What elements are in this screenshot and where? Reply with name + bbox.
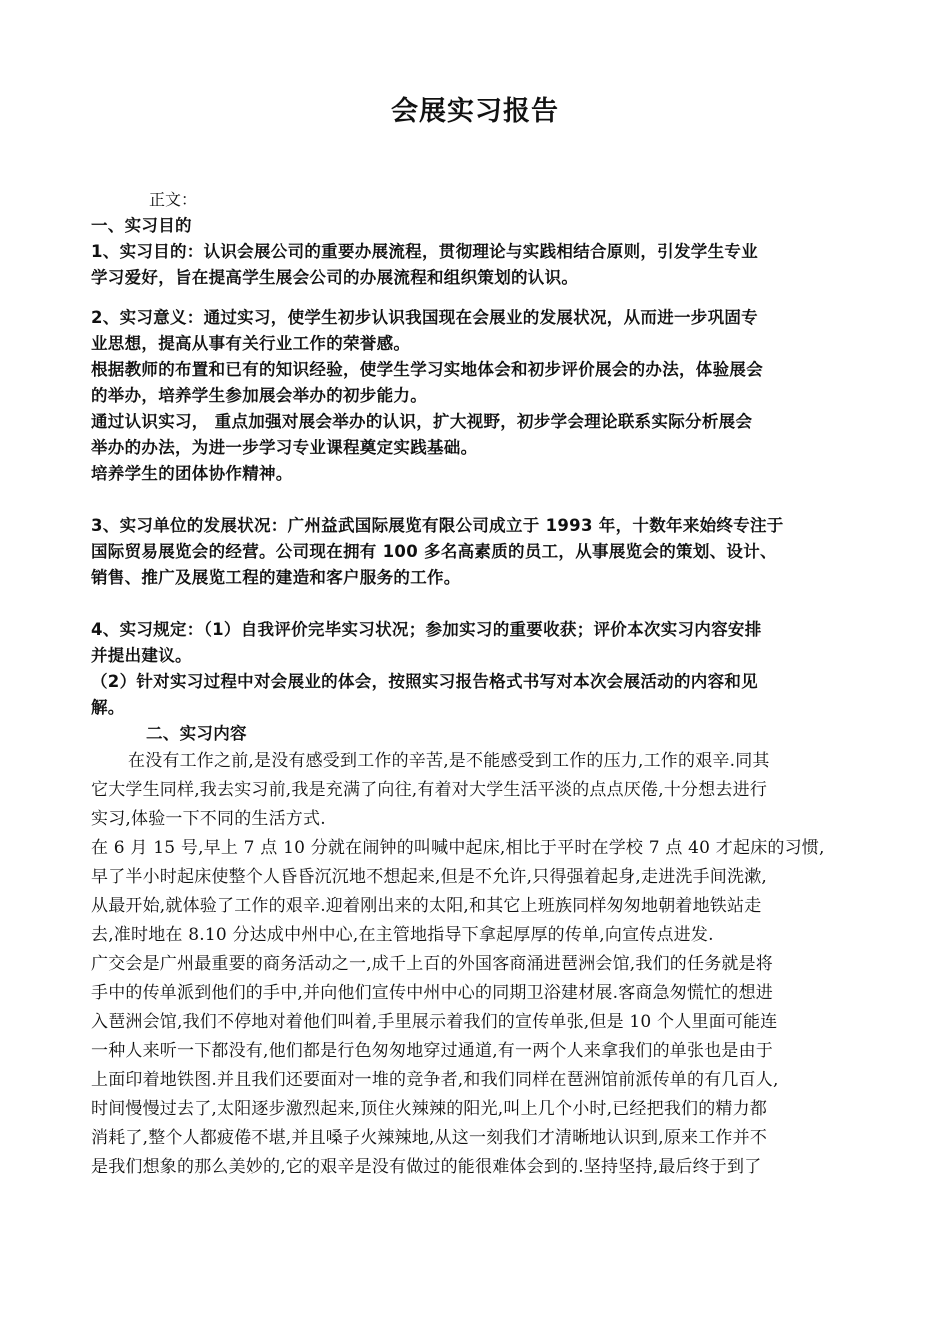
text-line: 3、实习单位的发展状况：广州益武国际展览有限公司成立于 1993 年，十数年来始终专注于: [91, 516, 784, 535]
section-heading-content: 二、实习内容: [146, 724, 247, 743]
text-line: 通过认识实习， 重点加强对展会举办的认识，扩大视野，初步学会理论联系实际分析展会: [91, 412, 753, 431]
content-paragraph-3: [91, 950, 861, 1182]
text-line: （2）针对实习过程中对会展业的体会，按照实习报告格式书写对本次会展活动的内容和见: [91, 672, 758, 691]
zhengwen-label: 正文：: [149, 190, 198, 209]
text-line: 消耗了,整个人都疲倦不堪,并且嗓子火辣辣地,从这一刻我们才清晰地认识到,原来工作并不: [91, 1128, 768, 1148]
text-line: 时间慢慢过去了,太阳逐步激烈起来,顶住火辣辣的阳光,叫上几个小时,已经把我们的精力都: [91, 1099, 768, 1119]
text-line: 根据教师的布置和已有的知识经验，使学生学习实地体会和初步评价展会的办法，体验展会: [91, 360, 763, 379]
text-line: 上面印着地铁图.并且我们还要面对一堆的竞争者,和我们同样在琶洲馆前派传单的有几百人,: [91, 1070, 779, 1090]
text-line: 的举办，培养学生参加展会举办的初步能力。: [91, 386, 427, 405]
text-line: 它大学生同样,我去实习前,我是充满了向往,有着对大学生活平淡的点点厌倦,十分想去进行: [91, 780, 768, 800]
content-paragraph-2: [91, 834, 861, 950]
document-body: [91, 187, 861, 1182]
document-title: 会展实习报告: [391, 96, 559, 127]
text-line: 是我们想象的那么美妙的,它的艰辛是没有做过的能很难体会到的.坚持坚持,最后终于到了: [91, 1157, 762, 1177]
text-line: 1、实习目的：认识会展公司的重要办展流程，贯彻理论与实践相结合原则，引发学生专业: [91, 242, 758, 261]
text-line: 早了半小时起床使整个人昏昏沉沉地不想起来,但是不允许,只得强着起身,走进洗手间洗漱,: [91, 867, 768, 887]
text-line: 入琶洲会馆,我们不停地对着他们叫着,手里展示着我们的宣传单张,但是 10 个人里面可能连: [91, 1012, 778, 1032]
text-line: 在 6 月 15 号,早上 7 点 10 分就在闹钟的叫喊中起床,相比于平时在学校 7 点 40 才起床的习惯,: [91, 838, 825, 858]
text-line: 实习,体验一下不同的生活方式.: [91, 809, 326, 829]
text-line: 广交会是广州最重要的商务活动之一,成千上百的外国客商涌进琶洲会馆,我们的任务就是将: [91, 954, 774, 974]
text-line: 在没有工作之前,是没有感受到工作的辛苦,是不能感受到工作的压力,工作的艰辛.同其: [128, 751, 770, 771]
item-4-requirements: [91, 617, 861, 721]
text-line: 国际贸易展览会的经营。公司现在拥有 100 多名高素质的员工，从事展览会的策划、设计、: [91, 542, 777, 561]
text-line: 业思想，提高从事有关行业工作的荣誉感。: [91, 334, 411, 353]
text-line: 培养学生的团体协作精神。: [91, 464, 293, 483]
item-2-significance: [91, 305, 861, 487]
text-line: 从最开始,就体验了工作的艰辛.迎着刚出来的太阳,和其它上班族同样匆匆地朝着地铁站走: [91, 896, 762, 916]
text-line: 举办的办法，为进一步学习专业课程奠定实践基础。: [91, 438, 478, 457]
text-line: 解。: [91, 698, 125, 717]
text-line: 手中的传单派到他们的手中,并向他们宣传中州中心的同期卫浴建材展.客商急匆慌忙的想进: [91, 983, 774, 1003]
text-line: 2、实习意义：通过实习，使学生初步认识我国现在会展业的发展状况，从而进一步巩固专: [91, 308, 758, 327]
text-line: 销售、推广及展览工程的建造和客户服务的工作。: [91, 568, 461, 587]
text-line: 一种人来听一下都没有,他们都是行色匆匆地穿过通道,有一两个人来拿我们的单张也是由于: [91, 1041, 774, 1061]
text-line: 并提出建议。: [91, 646, 192, 665]
item-3-company: [91, 513, 861, 591]
text-line: 去,准时地在 8.10 分达成中州中心,在主管地指导下拿起厚厚的传单,向宣传点进发.: [91, 925, 714, 945]
text-line: 学习爱好，旨在提高学生展会公司的办展流程和组织策划的认识。: [91, 268, 579, 287]
content-paragraph-1: [91, 747, 861, 834]
text-line: 4、实习规定：（1）自我评价完毕实习状况；参加实习的重要收获；评价本次实习内容安排: [91, 620, 762, 639]
section-heading-purpose: 一、实习目的: [91, 216, 192, 235]
item-1-purpose: [91, 239, 861, 291]
